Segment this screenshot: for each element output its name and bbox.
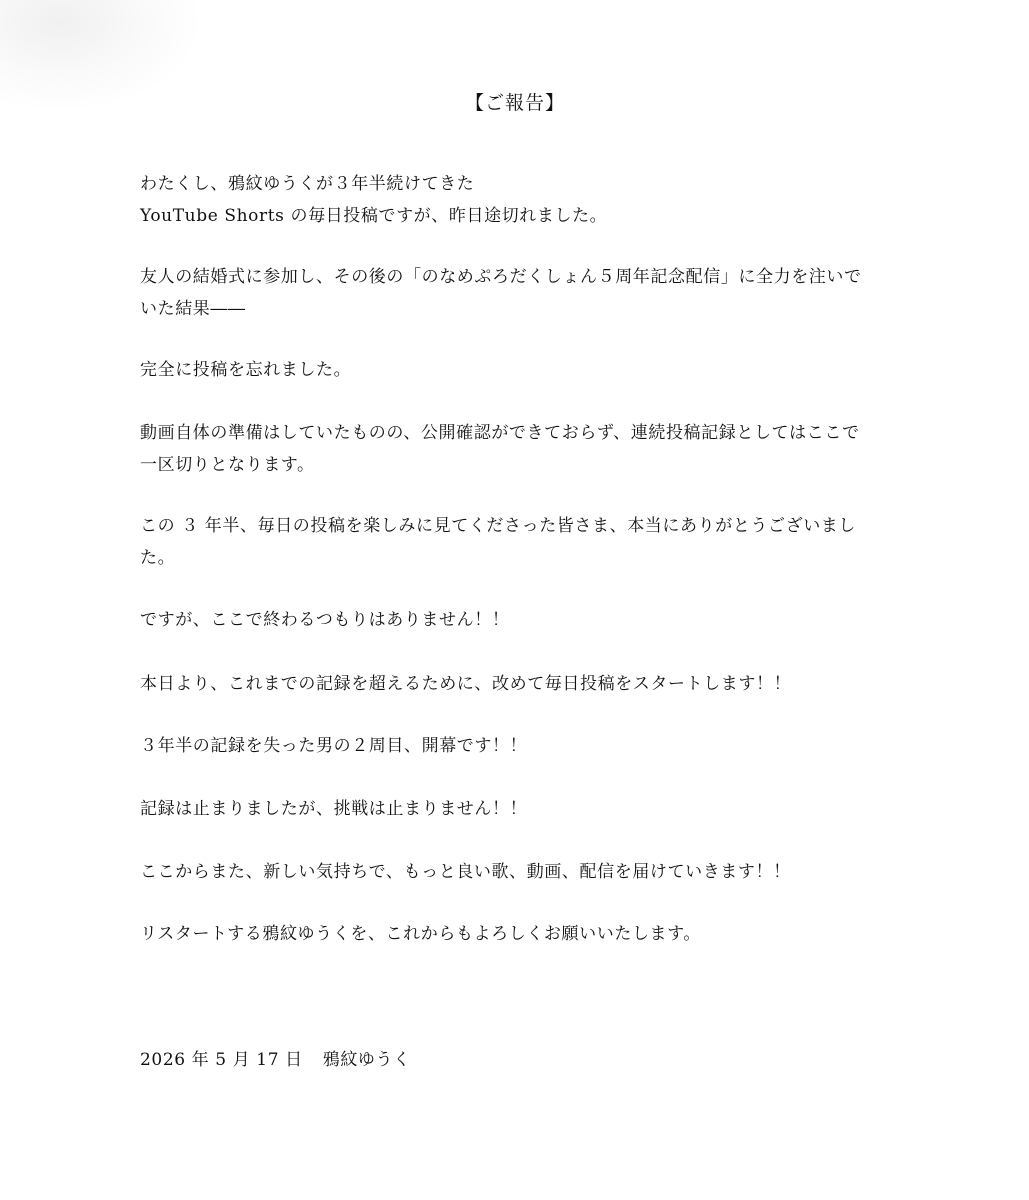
paragraph-line: 記録は止まりましたが、挑戦は止まりません！！ xyxy=(140,799,528,819)
paragraph-line: た。 xyxy=(140,548,176,568)
paragraph-11 xyxy=(140,918,885,950)
paragraph-line: ですが、ここで終わるつもりはありません！！ xyxy=(140,610,510,630)
signature-name: 鴉紋ゆうく xyxy=(322,1050,411,1070)
paragraph-9 xyxy=(140,793,885,825)
paragraph-8 xyxy=(140,730,885,762)
paragraph-10 xyxy=(140,856,885,888)
paragraph-line: 完全に投稿を忘れました。 xyxy=(140,360,352,380)
paragraph-3 xyxy=(140,354,885,386)
paragraph-line: ここからまた、新しい気持ちで、もっと良い歌、動画、配信を届けていきます！！ xyxy=(140,862,791,882)
paragraph-line: YouTube Shorts の毎日投稿ですが、昨日途切れました。 xyxy=(140,206,608,226)
paragraph-5 xyxy=(140,510,885,574)
announcement-document xyxy=(140,0,890,1200)
paragraph-line: 一区切りとなります。 xyxy=(140,455,315,475)
paragraph-line: リスタートする鴉紋ゆうくを、これからもよろしくお願いいたします。 xyxy=(140,924,701,944)
paragraph-line: いた結果―― xyxy=(140,299,246,319)
paragraph-7 xyxy=(140,668,885,700)
paragraph-line: わたくし、鴉紋ゆうくが３年半続けてきた xyxy=(140,174,475,194)
paragraph-2 xyxy=(140,261,885,325)
paragraph-line: 動画自体の準備はしていたものの、公開確認ができておらず、連続投稿記録としてはここで xyxy=(140,423,860,443)
signature-date: 2026 年 5 月 17 日 xyxy=(140,1050,303,1070)
signature-line xyxy=(140,1044,411,1076)
paragraph-6 xyxy=(140,604,885,636)
paragraph-1 xyxy=(140,168,885,232)
paragraph-4 xyxy=(140,417,885,481)
paragraph-line: ３年半の記録を失った男の２周目、開幕です！！ xyxy=(140,736,528,756)
paragraph-line: 本日より、これまでの記録を超えるために、改めて毎日投稿をスタートします！！ xyxy=(140,674,792,694)
document-title: 【ご報告】 xyxy=(464,92,565,114)
paragraph-line: 友人の結婚式に参加し、その後の「のなめぷろだくしょん５周年記念配信」に全力を注いで xyxy=(140,267,862,287)
paragraph-line: この ３ 年半、毎日の投稿を楽しみに見てくださった皆さま、本当にありがとうございまし xyxy=(140,516,857,536)
